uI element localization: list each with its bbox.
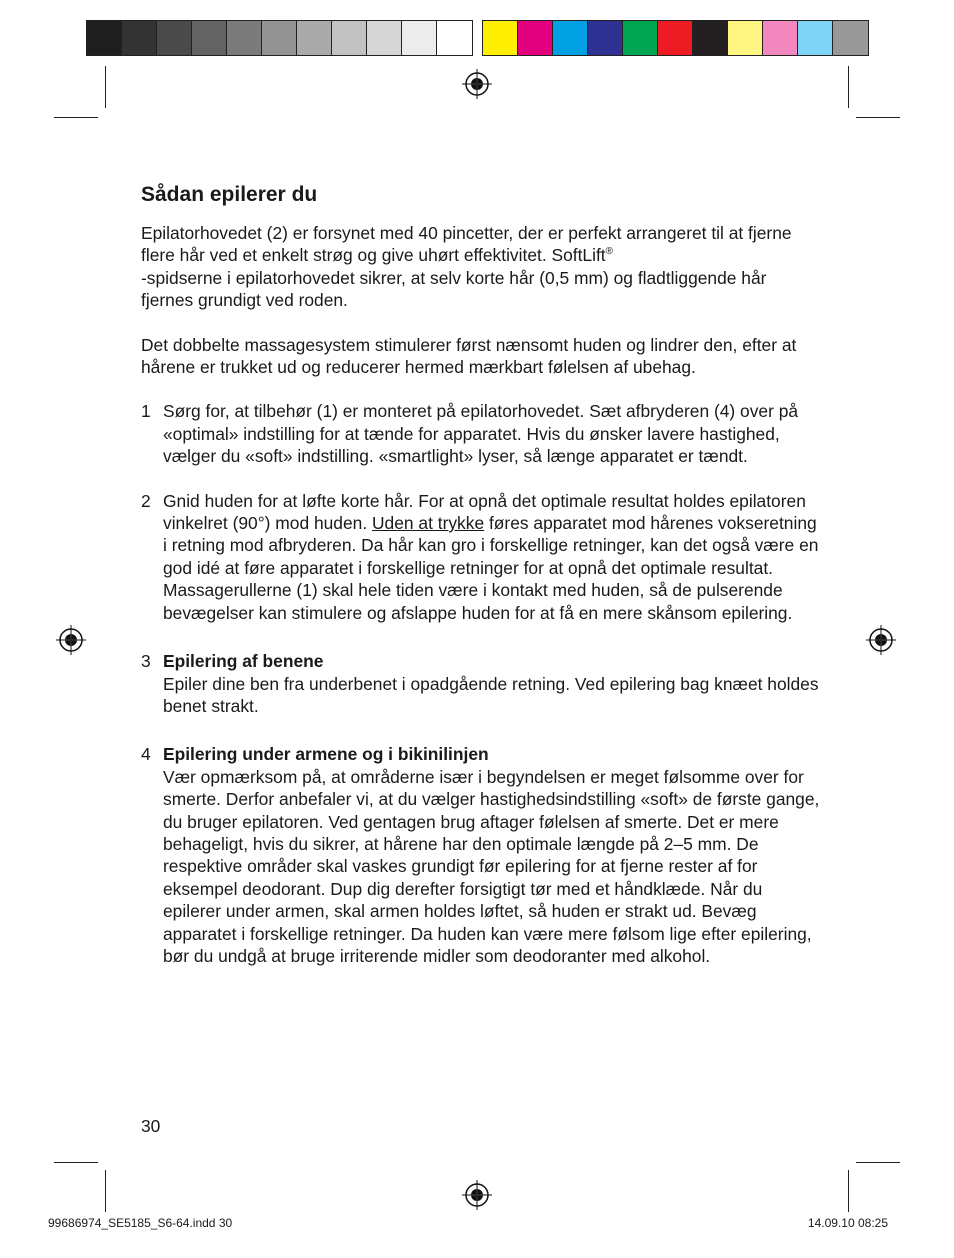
step-text <box>163 743 821 967</box>
color-swatch <box>623 21 658 55</box>
step-body: Vær opmærksom på, at områderne især i begyndelsen er meget følsomme over for smerte. Derfor anbefaler vi, at du vælger hastighedsindstilling «soft» de første gange, du bruger epilatoren. Ved gentagen brug aftager følelsen af smerte. Det er mere behageligt, hvis du sikrer, at hårene har den optimale længde på 2–5 mm. De respektive områder skal vaskes grundigt før epilering for at fjerne rester af for eksempel deodorant. Dup dig derefter forsigtigt tør med et håndklæde. Når du epilerer under armen, skal armen holdes løftet, så huden er strakt ud. Bevæg apparatet i forskellige retninger. Da huden kan være mere følsom lige efter epilering, bør du undgå at bruge irriterende midler som deodoranter med alkohol. <box>163 766 820 966</box>
file-slug: 99686974_SE5185_S6-64.indd 30 <box>48 1216 233 1230</box>
color-swatch <box>402 21 437 55</box>
step-number: 4 <box>141 744 151 765</box>
grayscale-color-bar <box>86 20 473 56</box>
page-title: Sådan epilerer du <box>141 183 318 206</box>
crop-mark <box>856 1162 900 1163</box>
crop-mark <box>54 1162 98 1163</box>
color-swatch <box>763 21 798 55</box>
registration-mark-icon <box>462 69 492 99</box>
color-swatch <box>833 21 868 55</box>
page-number: 30 <box>141 1116 161 1136</box>
underlined-phrase: Uden at trykke <box>372 513 485 534</box>
intro-text-part: -spidserne i epilatorhovedet sikrer, at selv korte hår (0,5 mm) og fladtliggende hår fjernes grundigt ved roden. <box>141 267 767 311</box>
crop-mark <box>856 117 900 118</box>
registered-mark: ® <box>605 246 613 258</box>
date-slug: 14.09.10 08:25 <box>807 1216 888 1230</box>
color-swatch <box>553 21 588 55</box>
crop-mark <box>848 66 849 108</box>
color-swatch <box>588 21 623 55</box>
process-color-bar <box>482 20 869 56</box>
list-item <box>141 400 821 467</box>
color-swatch <box>658 21 693 55</box>
intro-paragraph-2: Det dobbelte massagesystem stimulerer først nænsomt huden og lindrer den, efter at hårene er trukket ud og reducerer hermed mærkbart følelsen af ubehag. <box>141 334 797 378</box>
color-swatch <box>157 21 192 55</box>
color-swatch <box>192 21 227 55</box>
color-swatch <box>367 21 402 55</box>
step-text <box>163 490 821 624</box>
page-content <box>141 180 821 967</box>
step-heading: Epilering under armene og i bikinilinjen <box>163 744 489 765</box>
registration-mark-icon <box>56 625 86 655</box>
color-swatch <box>87 21 122 55</box>
step-number: 1 <box>141 401 151 422</box>
color-swatch <box>227 21 262 55</box>
step-body: Epiler dine ben fra underbenet i opadgående retning. Ved epilering bag knæet holdes benet strakt. <box>163 673 819 716</box>
step-text-part: føres apparatet mod hårenes vokseretning i retning mod afbryderen. Da hår kan gro i forskellige retninger, kan det også være en god idé at føre apparatet i forskellige retninger for at opnå det optimale resultat. Massagerullerne (1) skal hele tiden være i kontakt med huden, så de pulserende bevægelser kan stimulere og afslappe huden for at få en mere skånsom epilering. <box>163 513 819 623</box>
step-heading: Epilering af benene <box>163 651 324 672</box>
step-number: 3 <box>141 651 151 672</box>
intro-text-part: Epilatorhovedet (2) er forsynet med 40 pincetter, der er perfekt arrangeret til at fjerne flere hår ved et enkelt strøg og give uhørt effektivitet. SoftLift <box>141 223 792 266</box>
color-swatch <box>262 21 297 55</box>
list-item <box>141 490 821 624</box>
color-swatch <box>728 21 763 55</box>
step-number: 2 <box>141 490 151 511</box>
list-item <box>141 650 821 717</box>
color-swatch <box>437 21 472 55</box>
step-text-part: Gnid huden for at løfte korte hår. For at opnå det optimale resultat holdes epilatoren vinkelret (90°) mod huden. <box>163 490 806 534</box>
crop-mark <box>54 117 98 118</box>
step-text <box>163 650 821 717</box>
list-item <box>141 743 821 967</box>
crop-mark <box>105 1170 106 1212</box>
color-swatch <box>297 21 332 55</box>
registration-mark-icon <box>866 625 896 655</box>
registration-mark-icon <box>462 1180 492 1210</box>
crop-mark <box>848 1170 849 1212</box>
intro-paragraph-1 <box>141 222 821 312</box>
step-text: Sørg for, at tilbehør (1) er monteret på epilatorhovedet. Sæt afbryderen (4) over på «optimal» indstilling for at tænde for apparatet. Hvis du ønsker lavere hastighed, vælger du «soft» indstilling. «smartlight» lyser, så længe apparatet er tændt. <box>163 401 799 467</box>
color-swatch <box>122 21 157 55</box>
color-swatch <box>483 21 518 55</box>
color-swatch <box>693 21 728 55</box>
crop-mark <box>105 66 106 108</box>
color-swatch <box>332 21 367 55</box>
color-swatch <box>518 21 553 55</box>
color-swatch <box>798 21 833 55</box>
